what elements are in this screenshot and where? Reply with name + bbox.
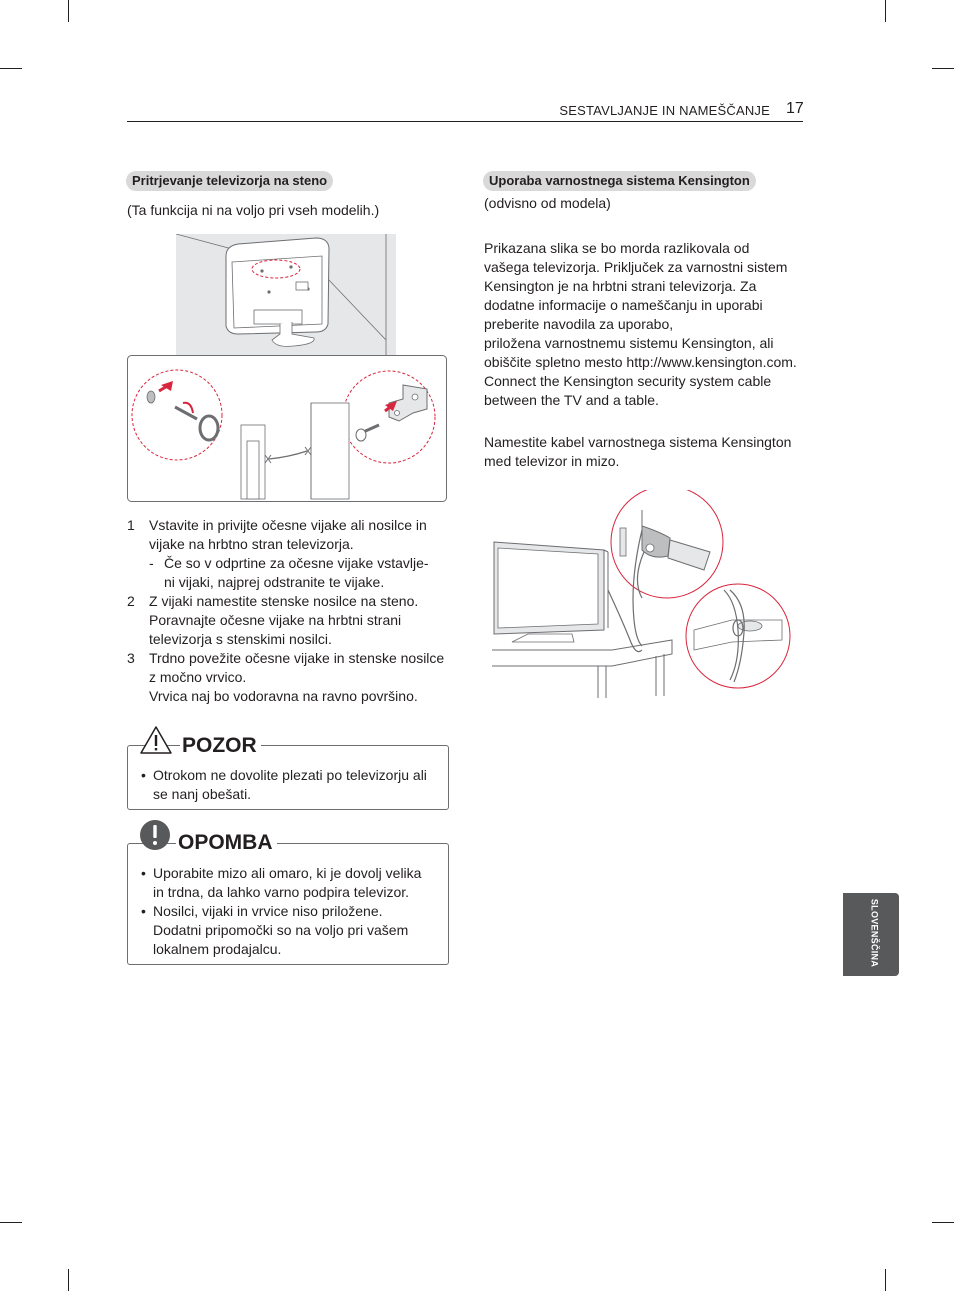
caution-title: POZOR	[180, 734, 261, 758]
step-text: Vstavite in privijte očesne vijake ali nosilce in	[149, 517, 427, 533]
language-tab-label: SLOVENŠČINA	[869, 898, 880, 968]
crop-mark	[885, 1269, 886, 1291]
steps-list	[127, 516, 457, 706]
bullet-icon: •	[141, 903, 146, 919]
step-text: Vrvica naj bo vodoravna na ravno površino.	[149, 688, 418, 704]
crop-mark	[68, 1269, 69, 1291]
section-heading-kensington: Uporaba varnostnega sistema Kensington	[483, 171, 756, 191]
step-item	[127, 516, 457, 592]
step-item	[127, 649, 457, 706]
crop-mark	[932, 68, 954, 69]
step-text: Z vijaki namestite stenske nosilce na steno.	[149, 593, 419, 609]
list-item-text: Uporabite mizo ali omaro, ki je dovolj velika	[153, 865, 422, 881]
wall-bracket-illustration	[127, 355, 447, 502]
section-title: SESTAVLJANJE IN NAMEŠČANJE	[559, 103, 770, 118]
list-item-text: Dodatni pripomočki so na voljo pri vašem	[153, 922, 409, 938]
bullet-icon: •	[141, 767, 146, 783]
step-text: Poravnajte očesne vijake na hrbtni strani	[149, 612, 402, 628]
page-number: 17	[786, 100, 804, 117]
list-item-text: in trdna, da lahko varno podpira televizor.	[153, 884, 410, 900]
warning-triangle-icon	[139, 725, 173, 755]
list-item-text: Otrokom ne dovolite plezati po televizorju ali	[153, 767, 427, 783]
kensington-instruction: Namestite kabel varnostnega sistema Kensington med televizor in mizo.	[484, 434, 792, 469]
crop-mark	[885, 0, 886, 22]
kensington-description: Prikazana slika se bo morda razlikovala od vašega televizorja. Priključek za varnostni sistem Kensington je na hrbtni strani televizorja. Za dodatne informacije o nameščanju in uporabi preberite navodila za uporabo, priložena varnostnemu sistemu Kensington, ali obiščite spletno mesto http://www.kensington.com. Connect the Kensington security system cable between the TV and a table.	[484, 240, 797, 408]
step-text: z močno vrvico.	[149, 669, 247, 685]
step-text: Trdno povežite očesne vijake in stenske nosilce	[149, 650, 445, 666]
note-list	[128, 864, 448, 959]
list-item	[128, 864, 448, 902]
kensington-availability-note: (odvisno od modela)	[484, 195, 611, 211]
kensington-illustration	[492, 490, 796, 700]
caution-box	[127, 745, 449, 810]
bullet-icon: •	[141, 865, 146, 881]
step-text: televizorja s stenskimi nosilci.	[149, 631, 332, 647]
step-subnote	[149, 554, 457, 592]
caution-list	[128, 766, 448, 804]
subnote-text: ni vijaki, najprej odstranite te vijake.	[164, 574, 385, 590]
crop-mark	[0, 68, 22, 69]
step-number: 2	[127, 593, 135, 609]
step-text: vijake na hrbtno stran televizorja.	[149, 536, 354, 552]
tv-back-illustration	[176, 234, 396, 356]
note-title: OPOMBA	[176, 831, 277, 855]
exclamation-icon	[138, 818, 172, 852]
note-box	[127, 843, 449, 965]
list-item	[128, 766, 448, 804]
list-item-text: se nanj obešati.	[153, 786, 252, 802]
subnote-text: Če so v odprtine za očesne vijake vstavlje-	[164, 555, 429, 571]
step-item	[127, 592, 457, 649]
crop-mark	[68, 0, 69, 22]
language-tab	[843, 893, 899, 976]
step-number: 1	[127, 517, 135, 533]
availability-note: (Ta funkcija ni na voljo pri vseh modelih.)	[127, 202, 380, 218]
step-number: 3	[127, 650, 135, 666]
list-item-text: Nosilci, vijaki in vrvice niso priložene.	[153, 903, 383, 919]
list-item-text: lokalnem prodajalcu.	[153, 941, 282, 957]
header-rule	[127, 121, 803, 122]
section-heading-wall-mount: Pritrjevanje televizorja na steno	[126, 171, 333, 191]
subnote-dash: -	[149, 555, 154, 571]
crop-mark	[0, 1222, 22, 1223]
crop-mark	[932, 1222, 954, 1223]
list-item	[128, 902, 448, 959]
